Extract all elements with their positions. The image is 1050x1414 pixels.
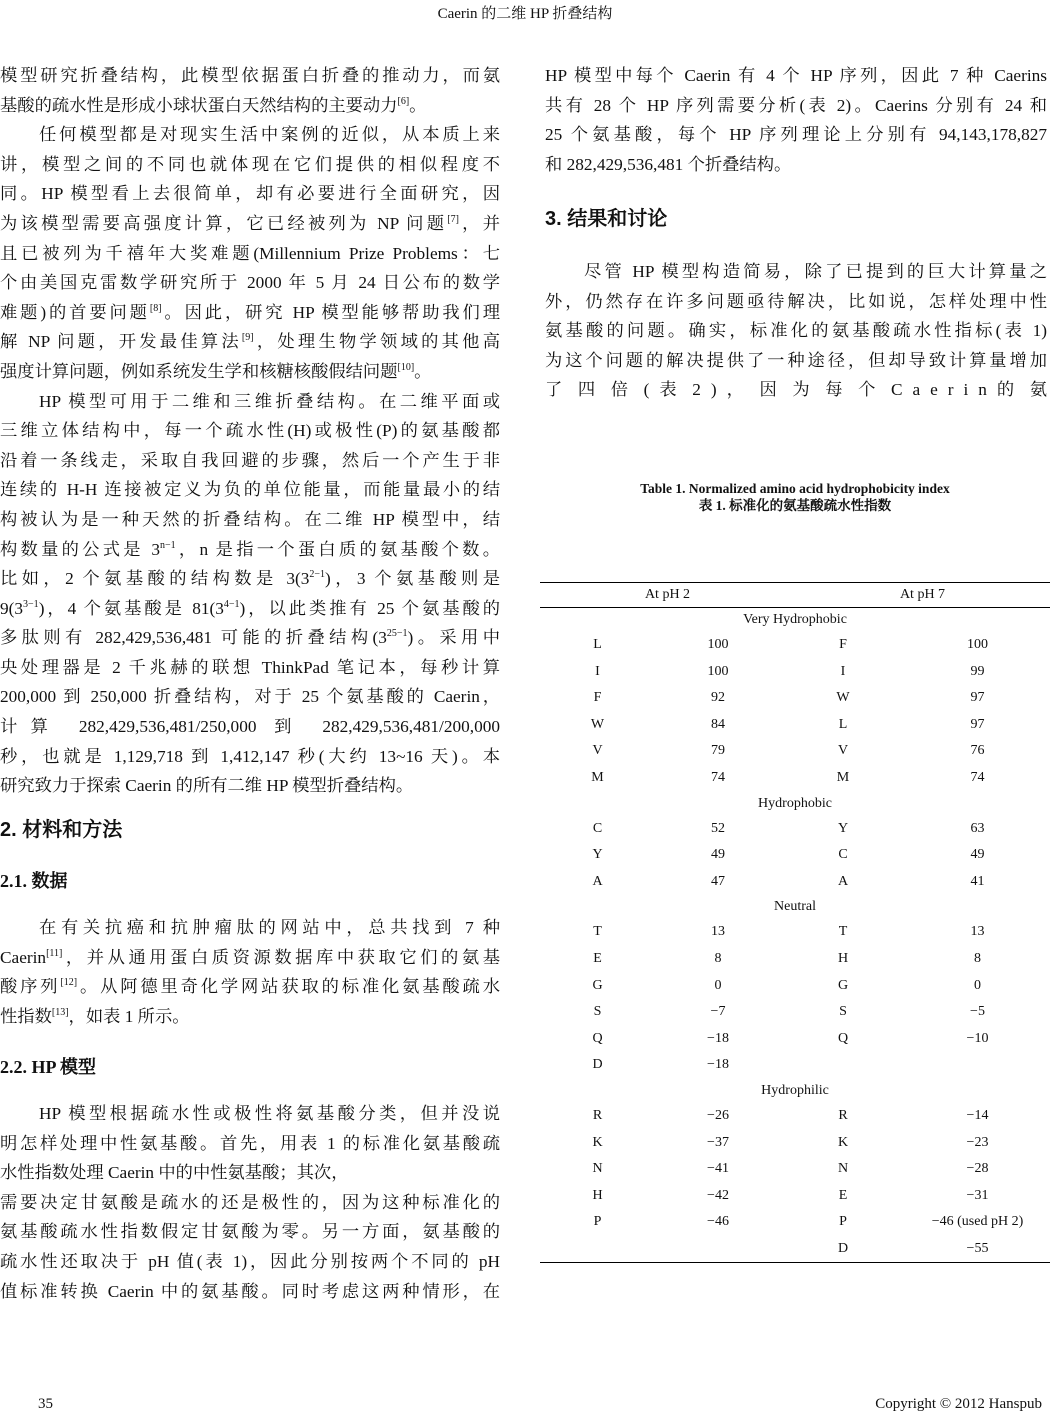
text-line bbox=[0, 771, 500, 801]
value-ph2: 8 bbox=[714, 950, 722, 966]
amino-acid-ph7: N bbox=[837, 1161, 849, 1177]
text-run: HP 模型可用于二维和三维折叠结构。在二维平面或 bbox=[39, 391, 500, 411]
table-1 bbox=[540, 480, 1050, 1263]
copyright: Copyright © 2012 Hanspub bbox=[875, 1396, 1042, 1412]
value-ph7: −10 bbox=[966, 1030, 989, 1046]
text-line bbox=[0, 535, 500, 565]
right-column bbox=[545, 61, 1047, 405]
section-heading: 2. 材料和方法 bbox=[0, 818, 123, 841]
text-run: HP 模型根据疏水性或极性将氨基酸分类，但并没说 bbox=[39, 1104, 500, 1123]
table-row bbox=[540, 738, 1050, 765]
superscript-citation: [9] bbox=[241, 332, 254, 344]
table-row bbox=[540, 869, 1050, 896]
table-row bbox=[540, 1052, 1050, 1079]
amino-acid-ph2 bbox=[540, 1236, 655, 1263]
table-title-en: Table 1. Normalized amino acid hydrophobicity index bbox=[640, 481, 950, 496]
table-row bbox=[540, 816, 1050, 843]
table-row bbox=[540, 685, 1050, 712]
amino-acid-ph2: R bbox=[592, 1107, 603, 1123]
text-run: 任何模型都是对现实生活中案例的近似，从本质上来 bbox=[39, 125, 500, 145]
text-run: 需要决定甘氨酸是疏水的还是极性的，因为这种标准化的 bbox=[0, 1192, 500, 1212]
value-ph7: −31 bbox=[966, 1187, 989, 1203]
text-run: ，n 是指一个蛋白质的氨基酸个数。 bbox=[175, 539, 500, 559]
text-line bbox=[0, 91, 500, 121]
value-ph2: −41 bbox=[707, 1161, 729, 1177]
amino-acid-ph2: C bbox=[592, 820, 603, 836]
text-line bbox=[0, 209, 500, 239]
text-line bbox=[0, 742, 500, 772]
table-row bbox=[540, 632, 1050, 659]
value-ph2: −42 bbox=[707, 1187, 729, 1203]
table-row bbox=[540, 1236, 1050, 1263]
text-run: 解 NP 问题，开发最佳算法 bbox=[0, 332, 242, 352]
value-ph7: 74 bbox=[970, 769, 985, 785]
text-run: 尽管 HP 模型构造简易，除了已提到的巨大计算量之 bbox=[584, 261, 1047, 281]
amino-acid-ph2: G bbox=[592, 977, 603, 993]
value-ph2: 92 bbox=[711, 690, 725, 706]
text-line bbox=[0, 446, 500, 476]
text-run: ，并从通用蛋白质资源数据库中获取它们的氨基 bbox=[62, 947, 500, 967]
value-ph7: −23 bbox=[966, 1134, 989, 1150]
text-line bbox=[0, 653, 500, 683]
value-ph7: 13 bbox=[970, 924, 985, 940]
text-run: )，4 个氨基酸是 81(3 bbox=[38, 598, 224, 618]
amino-acid-ph2: E bbox=[593, 950, 602, 966]
text-run: 模型研究折叠结构，此模型依据蛋白折叠的推动力，而氨 bbox=[0, 66, 500, 85]
table-row bbox=[540, 659, 1050, 686]
value-ph2: 47 bbox=[711, 873, 725, 889]
value-ph2: 100 bbox=[707, 663, 729, 679]
text-run: 难题)的首要问题 bbox=[0, 302, 150, 322]
amino-acid-ph7: P bbox=[839, 1214, 847, 1230]
text-run: 氨基酸疏水性指数假定甘氨酸为零。另一方面，氨基酸的 bbox=[0, 1222, 500, 1242]
column-header-ph2: At pH 2 bbox=[644, 587, 691, 602]
text-run: Caerin bbox=[0, 947, 47, 967]
text-line bbox=[0, 712, 500, 742]
subsection-heading: 2.2. HP 模型 bbox=[0, 1057, 97, 1078]
text-run: 9(3 bbox=[0, 598, 24, 618]
amino-acid-ph7: C bbox=[838, 847, 848, 863]
amino-acid-ph7: Q bbox=[837, 1030, 849, 1046]
value-ph2: −46 bbox=[707, 1214, 729, 1230]
value-ph2: −7 bbox=[710, 1004, 726, 1020]
text-run: 构数量的公式是 3 bbox=[0, 539, 161, 559]
paragraph bbox=[0, 1099, 500, 1188]
text-line bbox=[0, 475, 500, 505]
superscript-citation: 25−1 bbox=[386, 628, 408, 640]
text-run: 强度计算问题，例如系统发生学和核糖核酸假结问题 bbox=[0, 361, 398, 381]
amino-acid-ph2: M bbox=[591, 769, 604, 785]
value-ph2: 13 bbox=[711, 924, 725, 940]
table-section-label: Very Hydrophobic bbox=[743, 612, 847, 627]
text-run: 外，仍然存在许多问题亟待解决，比如说，怎样处理中性 bbox=[545, 291, 1047, 311]
table-row bbox=[540, 919, 1050, 946]
text-line bbox=[545, 346, 1047, 376]
table-row bbox=[540, 946, 1050, 973]
text-line bbox=[0, 505, 500, 535]
text-line bbox=[0, 682, 500, 712]
paragraph bbox=[0, 387, 500, 801]
amino-acid-ph2: I bbox=[595, 663, 600, 679]
value-ph2: −18 bbox=[707, 1030, 729, 1046]
text-line bbox=[545, 120, 1047, 150]
text-run: 值标准转换 Caerin 中的氨基酸。同时考虑这两种情形，在 bbox=[0, 1281, 500, 1301]
text-line bbox=[0, 1217, 500, 1247]
amino-acid-ph7 bbox=[781, 1052, 905, 1079]
value-ph7: −28 bbox=[966, 1161, 989, 1177]
text-run: ，并 bbox=[458, 213, 500, 233]
value-ph2 bbox=[655, 1236, 781, 1263]
table-section-label: Hydrophobic bbox=[758, 795, 832, 811]
text-run: 性指数 bbox=[0, 1006, 52, 1026]
table-row bbox=[540, 1103, 1050, 1130]
text-run: 研究致力于探索 Caerin 的所有二维 HP 模型折叠结构。 bbox=[0, 776, 414, 796]
superscript-citation: 4−1 bbox=[223, 598, 240, 610]
value-ph7: 100 bbox=[967, 637, 988, 652]
text-run: ，如表 1 所示。 bbox=[68, 1006, 190, 1026]
text-line bbox=[0, 1158, 500, 1188]
text-run: 在有关抗癌和抗肿瘤肽的网站中，总共找到 7 种 bbox=[39, 918, 500, 938]
text-run: 同。HP 模型看上去很简单，却有必要进行全面研究，因 bbox=[0, 184, 500, 204]
text-line bbox=[0, 913, 500, 943]
table-row bbox=[540, 842, 1050, 869]
superscript-citation: [12] bbox=[60, 977, 78, 989]
amino-acid-ph7: I bbox=[840, 663, 846, 679]
text-run: HP 模型中每个 Caerin 有 4 个 HP 序列，因此 7 种 Caerins bbox=[545, 66, 1047, 85]
value-ph7: 99 bbox=[970, 663, 985, 679]
text-line bbox=[0, 1129, 500, 1159]
value-ph7: 63 bbox=[970, 820, 985, 836]
amino-acid-ph2: K bbox=[592, 1134, 603, 1150]
text-run: 疏水性还取决于 pH 值(表 1)，因此分别按两个不同的 pH bbox=[0, 1251, 500, 1271]
amino-acid-ph7: T bbox=[838, 924, 848, 940]
amino-acid-ph2: A bbox=[592, 873, 603, 889]
value-ph2: 84 bbox=[711, 716, 725, 732]
superscript-citation: [11] bbox=[46, 947, 63, 959]
text-run: )，以此类推有 25 个氨基酸的 bbox=[239, 598, 500, 618]
text-run: )，3 个氨基酸则是 bbox=[325, 569, 500, 589]
amino-acid-ph2: V bbox=[592, 743, 603, 759]
text-run: 个由美国克雷数学研究所于 2000 年 5 月 24 日公布的数学 bbox=[0, 273, 500, 293]
text-run: 比如，2 个氨基酸的结构数是 3(3 bbox=[0, 569, 310, 589]
superscript-citation: [10] bbox=[397, 361, 415, 373]
text-line bbox=[0, 387, 500, 417]
value-ph2: 74 bbox=[711, 769, 725, 785]
amino-acid-ph2: S bbox=[593, 1004, 602, 1020]
text-line bbox=[0, 943, 500, 973]
text-line bbox=[0, 268, 500, 298]
table-row bbox=[540, 999, 1050, 1026]
value-ph2: 52 bbox=[711, 820, 725, 836]
amino-acid-ph2: F bbox=[593, 690, 602, 706]
text-run: 。从阿德里奇化学网站获取的标准化氨基酸疏水 bbox=[77, 977, 500, 997]
text-run: 讲，模型之间的不同也就体现在它们提供的相似程度不 bbox=[0, 154, 500, 174]
value-ph7: 49 bbox=[970, 847, 985, 863]
text-run: 基酸的疏水性是形成小球状蛋白天然结构的主要动力 bbox=[0, 95, 398, 115]
table-row bbox=[540, 1156, 1050, 1183]
table-row bbox=[540, 1209, 1050, 1236]
value-ph2: 79 bbox=[711, 743, 725, 759]
superscript-citation: 3−1 bbox=[23, 598, 39, 610]
value-ph2: −18 bbox=[707, 1057, 729, 1073]
text-run: 秒，也就是 1,129,718 到 1,412,147 秒(大约 13~16 天)。本 bbox=[0, 746, 500, 766]
superscript-citation: [8] bbox=[149, 302, 162, 314]
text-line bbox=[0, 179, 500, 209]
superscript-citation: [6] bbox=[397, 95, 410, 107]
table-row bbox=[540, 765, 1050, 792]
text-line bbox=[545, 257, 1047, 287]
text-run: 央处理器是 2 千兆赫的联想 ThinkPad 笔记本，每秒计算 bbox=[0, 657, 500, 677]
value-ph2: 0 bbox=[714, 977, 722, 993]
text-line bbox=[0, 357, 500, 387]
text-line bbox=[0, 120, 500, 150]
superscript-citation: n−1 bbox=[160, 539, 176, 551]
value-ph7: 41 bbox=[970, 873, 985, 889]
text-line bbox=[0, 61, 500, 91]
text-run: 。因此，研究 HP 模型能够帮助我们理 bbox=[161, 302, 500, 322]
paragraph bbox=[0, 61, 500, 120]
text-line bbox=[0, 298, 500, 328]
value-ph7: 8 bbox=[974, 950, 981, 966]
amino-acid-ph2: P bbox=[593, 1214, 602, 1230]
subsection-heading: 2.1. 数据 bbox=[0, 871, 68, 892]
table-row bbox=[540, 1130, 1050, 1157]
text-run: 200,000 到 250,000 折叠结构，对于 25 个氨基酸的 Caerin， bbox=[0, 687, 500, 707]
text-run: 三维立体结构中，每一个疏水性(H)或极性(P)的氨基酸都 bbox=[0, 421, 500, 441]
text-run: 氨基酸的问题。确实，标准化的氨基酸疏水性指标(表 1) bbox=[545, 321, 1047, 341]
running-title: Caerin 的二维 HP 折叠结构 bbox=[437, 6, 613, 22]
amino-acid-ph7: W bbox=[836, 690, 850, 706]
amino-acid-ph7: D bbox=[837, 1240, 849, 1256]
value-ph7: −5 bbox=[970, 1004, 985, 1020]
text-run: 酸序列 bbox=[0, 977, 61, 997]
column-header-ph7: At pH 7 bbox=[899, 587, 946, 602]
text-line bbox=[0, 1002, 500, 1032]
superscript-citation: 2−1 bbox=[309, 569, 326, 581]
table-row bbox=[540, 1183, 1050, 1210]
text-run: 多肽则有 282,429,536,481 可能的折叠结构(3 bbox=[0, 628, 387, 648]
text-line bbox=[545, 316, 1047, 346]
table-rows bbox=[540, 608, 1050, 1262]
text-run: 为该模型需要高强度计算，它已经被列为 NP 问题 bbox=[0, 213, 448, 233]
value-ph2: −26 bbox=[707, 1107, 729, 1123]
text-line bbox=[0, 594, 500, 624]
value-ph7: 97 bbox=[970, 716, 985, 732]
paragraph bbox=[0, 1188, 500, 1306]
text-run: 计算 282,429,536,481/250,000 到 282,429,536,481/200,000 bbox=[0, 717, 500, 737]
text-run: 和 282,429,536,481 个折叠结构。 bbox=[545, 154, 792, 174]
amino-acid-ph7: H bbox=[837, 950, 849, 966]
value-ph7: −55 bbox=[966, 1240, 989, 1256]
value-ph7 bbox=[905, 1052, 1050, 1079]
amino-acid-ph2: H bbox=[592, 1187, 603, 1203]
value-ph7: −14 bbox=[966, 1107, 989, 1123]
text-run: 构被认为是一种天然的折叠结构。在二维 HP 模型中，结 bbox=[0, 509, 500, 529]
text-line bbox=[545, 150, 1047, 180]
amino-acid-ph2: T bbox=[593, 924, 602, 940]
text-line bbox=[545, 375, 1047, 405]
text-run: 了 四 倍 ( 表 2 ) ， 因 为 每 个 C a e r i n 的 氨 bbox=[545, 380, 1047, 400]
text-line bbox=[545, 287, 1047, 317]
text-run: 。 bbox=[414, 361, 432, 381]
text-run: 25 个氨基酸，每个 HP 序列理论上分别有 94,143,178,827 bbox=[545, 125, 1047, 145]
value-ph2: −37 bbox=[707, 1134, 729, 1150]
text-line bbox=[0, 239, 500, 269]
table-row bbox=[540, 712, 1050, 739]
amino-acid-ph7: R bbox=[838, 1107, 848, 1123]
table-body bbox=[540, 582, 1050, 1263]
table-section-label: Hydrophilic bbox=[761, 1082, 829, 1098]
amino-acid-ph7: V bbox=[837, 743, 849, 759]
amino-acid-ph2: N bbox=[592, 1161, 603, 1177]
text-line bbox=[0, 972, 500, 1002]
text-line bbox=[0, 1099, 500, 1129]
page-number: 35 bbox=[38, 1396, 53, 1412]
text-line bbox=[0, 564, 500, 594]
text-line bbox=[0, 1277, 500, 1307]
value-ph7: −46 (used pH 2) bbox=[931, 1214, 1024, 1230]
text-line bbox=[0, 150, 500, 180]
amino-acid-ph2: Q bbox=[592, 1030, 603, 1046]
text-run: 共有 28 个 HP 序列需要分析(表 2)。Caerins 分别有 24 和 bbox=[545, 95, 1047, 115]
amino-acid-ph7: F bbox=[839, 637, 847, 652]
superscript-citation: [13] bbox=[51, 1006, 69, 1018]
amino-acid-ph7: Y bbox=[837, 820, 849, 836]
table-section-label: Neutral bbox=[774, 899, 816, 915]
paragraph bbox=[0, 120, 500, 386]
section-heading: 3. 结果和讨论 bbox=[545, 208, 668, 231]
amino-acid-ph2: W bbox=[590, 716, 605, 732]
text-line bbox=[0, 1247, 500, 1277]
text-run: 且已被列为千禧年大奖难题(Millennium Prize Problems：七 bbox=[0, 243, 500, 263]
amino-acid-ph7: E bbox=[838, 1187, 848, 1203]
text-run: ，处理生物学领域的其他高 bbox=[253, 332, 500, 352]
left-column bbox=[0, 61, 500, 1306]
text-line bbox=[545, 91, 1047, 121]
paragraph bbox=[0, 913, 500, 1031]
text-run: )。采用中 bbox=[407, 628, 501, 648]
text-run: 。 bbox=[409, 95, 427, 115]
amino-acid-ph7: A bbox=[837, 873, 849, 889]
text-line bbox=[0, 623, 500, 653]
amino-acid-ph7: G bbox=[837, 977, 849, 993]
table-header-row bbox=[540, 583, 1050, 608]
value-ph7: 97 bbox=[970, 690, 985, 706]
amino-acid-ph7: M bbox=[836, 769, 850, 785]
table-title-zh: 表 1. 标准化的氨基酸疏水性指数 bbox=[698, 498, 892, 513]
amino-acid-ph7: L bbox=[838, 716, 848, 732]
value-ph7: 76 bbox=[970, 743, 985, 759]
text-run: 连续的 H-H 连接被定义为负的单位能量，而能量最小的结 bbox=[0, 480, 500, 500]
amino-acid-ph2: D bbox=[592, 1057, 603, 1073]
text-line bbox=[0, 416, 500, 446]
text-line bbox=[545, 61, 1047, 91]
paragraph bbox=[545, 61, 1047, 179]
superscript-citation: [7] bbox=[447, 213, 459, 225]
amino-acid-ph2: L bbox=[593, 637, 602, 652]
table-row bbox=[540, 1026, 1050, 1053]
value-ph2: 100 bbox=[707, 637, 729, 652]
amino-acid-ph2: Y bbox=[592, 847, 603, 863]
amino-acid-ph7: K bbox=[837, 1134, 849, 1150]
paragraph bbox=[545, 257, 1047, 405]
text-run: 沿着一条线走，采取自我回避的步骤，然后一个产生于非 bbox=[0, 450, 500, 470]
value-ph7: 0 bbox=[974, 977, 981, 993]
text-line bbox=[0, 1188, 500, 1218]
amino-acid-ph7: S bbox=[839, 1004, 847, 1020]
text-run: 为这个问题的解决提供了一种途径，但却导致计算量增加 bbox=[545, 350, 1047, 370]
table-row bbox=[540, 973, 1050, 1000]
text-line bbox=[0, 327, 500, 357]
text-run: 明怎样处理中性氨基酸。首先，用表 1 的标准化氨基酸疏 bbox=[0, 1133, 500, 1153]
text-run: 水性指数处理 Caerin 中的中性氨基酸；其次， bbox=[0, 1163, 349, 1183]
value-ph2: 49 bbox=[711, 847, 725, 863]
